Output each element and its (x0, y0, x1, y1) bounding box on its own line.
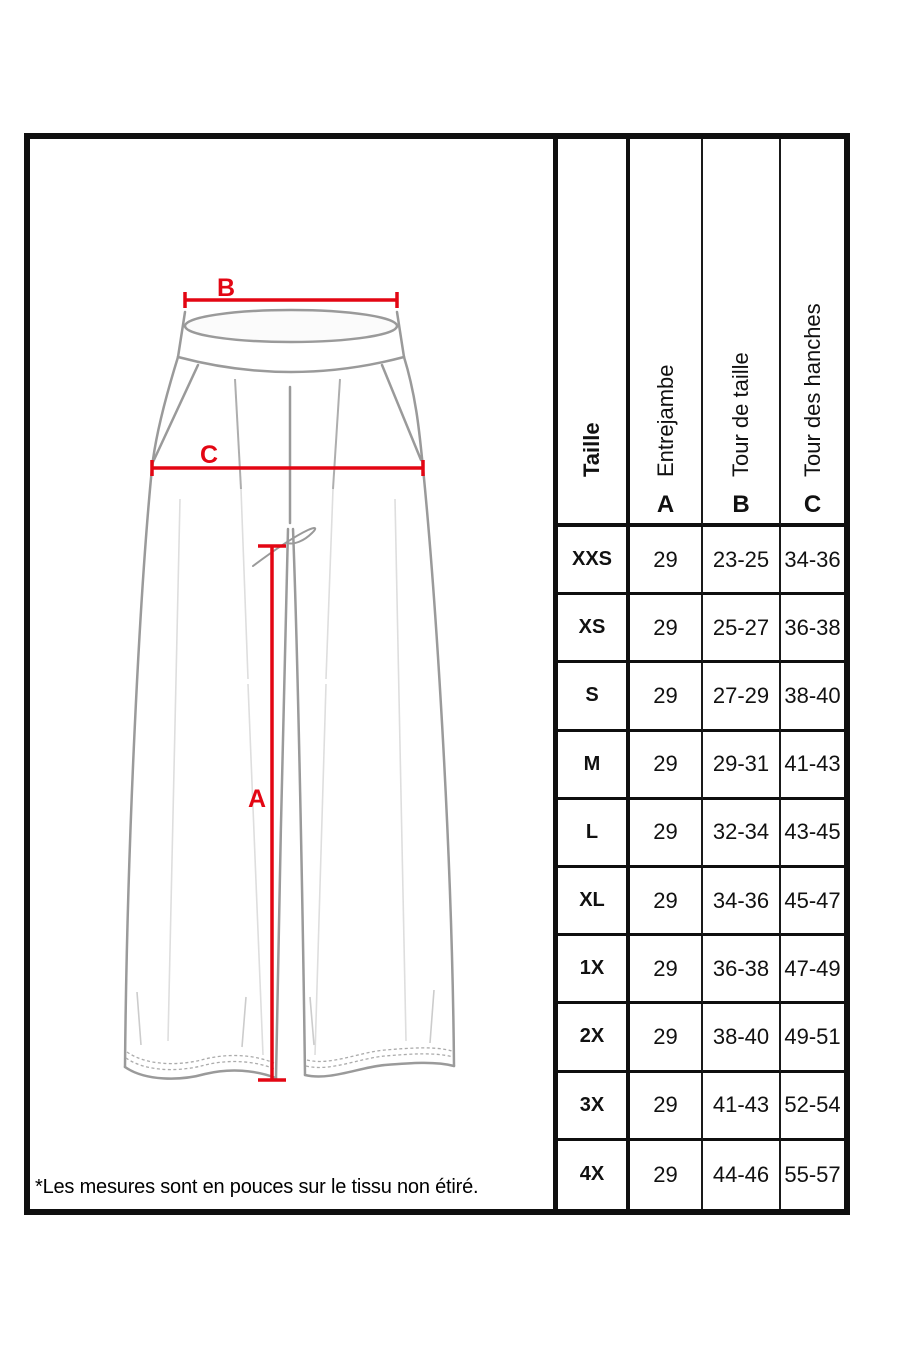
value-cell: 29 (630, 868, 703, 936)
value-cell: 29 (630, 1073, 703, 1141)
size-cell: M (558, 732, 630, 800)
value-cell: 47-49 (781, 936, 844, 1004)
value-cell: 29 (630, 936, 703, 1004)
value-cell: 34-36 (781, 527, 844, 595)
size-cell: L (558, 800, 630, 868)
measurement-note: *Les mesures sont en pouces sur le tissu non étiré. (35, 1176, 479, 1198)
measure-label-b: B (216, 274, 236, 302)
pants-technical-drawing (30, 139, 548, 1209)
value-cell: 29 (630, 527, 703, 595)
pleat-lines (235, 379, 340, 489)
value-cell: 55-57 (781, 1141, 844, 1209)
size-cell: 2X (558, 1004, 630, 1072)
header-letter-b: B (732, 491, 750, 518)
value-cell: 23-25 (703, 527, 781, 595)
header-cell-tour-de-taille (703, 139, 781, 527)
pants-diagram-pane (30, 139, 553, 1209)
value-cell: 29 (630, 595, 703, 663)
header-label-tour-de-taille: Tour de taille (728, 352, 753, 477)
size-table (553, 139, 844, 1209)
value-cell: 52-54 (781, 1073, 844, 1141)
measure-label-a: A (247, 785, 267, 813)
header-label-tour-des-hanches: Tour des hanches (799, 303, 825, 477)
size-cell: XL (558, 868, 630, 936)
size-cell: 4X (558, 1141, 630, 1209)
header-cell-entrejambe (630, 139, 703, 527)
header-cell-taille (558, 139, 630, 527)
size-cell: S (558, 663, 630, 731)
value-cell: 45-47 (781, 868, 844, 936)
value-cell: 27-29 (703, 663, 781, 731)
measure-line-c (152, 460, 423, 476)
header-letter-c: C (803, 491, 822, 518)
size-cell: XXS (558, 527, 630, 595)
hem-stitch-lines (126, 1048, 453, 1070)
value-cell: 38-40 (781, 663, 844, 731)
header-letter-a: A (656, 491, 675, 518)
value-cell: 29-31 (703, 732, 781, 800)
value-cell: 41-43 (781, 732, 844, 800)
value-cell: 41-43 (703, 1073, 781, 1141)
value-cell: 36-38 (703, 936, 781, 1004)
value-cell: 29 (630, 1141, 703, 1209)
value-cell: 43-45 (781, 800, 844, 868)
header-label-entrejambe: Entrejambe (652, 364, 678, 477)
value-cell: 25-27 (703, 595, 781, 663)
value-cell: 38-40 (703, 1004, 781, 1072)
size-cell: 1X (558, 936, 630, 1004)
header-cell-tour-des-hanches (781, 139, 844, 527)
hem-fold-marks (137, 990, 434, 1047)
value-cell: 29 (630, 663, 703, 731)
size-cell: XS (558, 595, 630, 663)
measure-label-c: C (199, 441, 219, 469)
header-label-taille: Taille (579, 422, 604, 477)
size-chart-frame (24, 133, 850, 1215)
value-cell: 49-51 (781, 1004, 844, 1072)
value-cell: 29 (630, 732, 703, 800)
value-cell: 32-34 (703, 800, 781, 868)
value-cell: 36-38 (781, 595, 844, 663)
value-cell: 29 (630, 800, 703, 868)
size-cell: 3X (558, 1073, 630, 1141)
value-cell: 34-36 (703, 868, 781, 936)
value-cell: 29 (630, 1004, 703, 1072)
value-cell: 44-46 (703, 1141, 781, 1209)
